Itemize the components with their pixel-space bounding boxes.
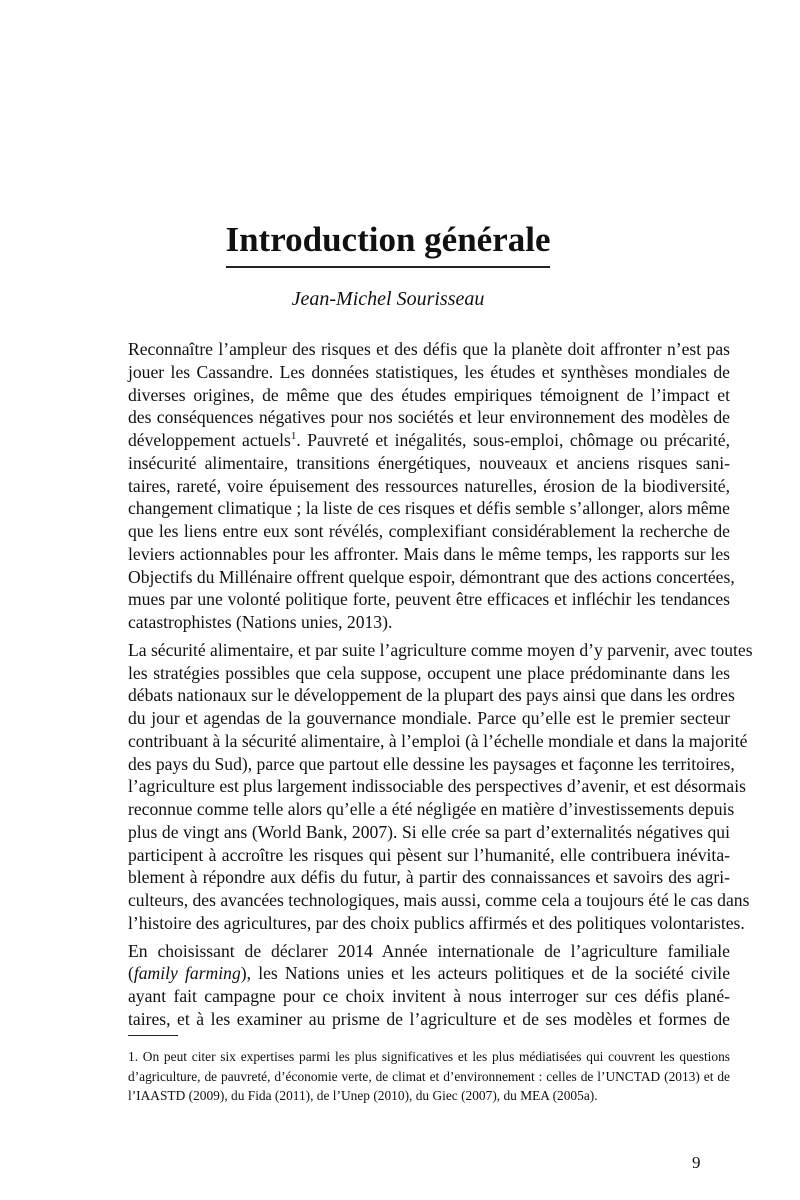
paragraph-3 <box>128 940 730 1031</box>
text-line: taires, rareté, voire épuisement des ressources naturelles, érosion de la biodiversité, <box>128 475 730 496</box>
text-line: catastrophistes (Nations unies, 2013). <box>128 612 393 632</box>
text-segment: ( <box>128 963 134 984</box>
text-line: du jour et agendas de la gouvernance mondiale. Parce qu’elle est le premier secteur <box>128 708 730 728</box>
text-line: que les liens entre eux sont révélés, complexifiant considérablement la recherche de <box>128 521 730 541</box>
text-segment: développement actuels <box>128 430 291 450</box>
text-line: contribuant à la sécurité alimentaire, à l’emploi (à l’échelle mondiale et dans la majorité <box>128 730 748 751</box>
text-line: débats nationaux sur le développement de la plupart des pays ainsi que dans les ordres <box>128 685 735 706</box>
text-line: culteurs, des avancées technologiques, mais aussi, comme cela a toujours été le cas dans <box>128 890 750 910</box>
text-line: Objectifs du Millénaire offrent quelque espoir, démontrant que des actions concertées, <box>128 566 735 587</box>
text-line: diverses origines, de même que des études empiriques témoignent de l’impact et <box>128 384 730 405</box>
text-line: En choisissant de déclarer 2014 Année internationale de l’agriculture familiale <box>128 940 730 961</box>
title-underline <box>226 266 550 268</box>
footnote-reference[interactable]: 1 <box>290 430 297 443</box>
text-line: Reconnaître l’ampleur des risques et des défis que la planète doit affronter n’est pas <box>128 339 730 359</box>
text-line: l’histoire des agricultures, par des choix publics affirmés et des politiques volontaristes. <box>128 912 745 933</box>
text-line: ayant fait campagne pour ce choix invitent à nous interroger sur ces défis plané- <box>128 986 730 1006</box>
text-line: reconnue comme telle alors qu’elle a été négligée en matière d’investissements depuis <box>128 799 735 819</box>
page-title: Introduction générale <box>225 220 551 259</box>
text-line: leviers actionnables pour les affronter. Mais dans le même temps, les rapports sur les <box>128 543 730 564</box>
footnote-line: d’agriculture, de pauvreté, d’économie verte, de climat et d’environnement : celles de l’UNCTAD (2013) et de <box>128 1068 730 1084</box>
author-name: Jean-Michel Sourisseau <box>291 288 485 310</box>
text-line: La sécurité alimentaire, et par suite l’agriculture comme moyen d’y parvenir, avec toutes <box>128 639 753 660</box>
text-segment: ), les Nations unies et les acteurs politiques et de la société civile <box>240 963 730 984</box>
text-line: l’agriculture est plus largement indissociable des perspectives d’avenir, et est désormais <box>128 776 746 797</box>
text-line: taires, et à les examiner au prisme de l’agriculture et de ses modèles et formes de <box>128 1008 730 1029</box>
text-line: changement climatique ; la liste de ces risques et défis semble s’allonger, alors même <box>128 498 730 519</box>
text-line: plus de vingt ans (World Bank, 2007). Si elle crée sa part d’externalités négatives qui <box>128 821 730 842</box>
text-line: mues par une volonté politique forte, peuvent être efficaces et infléchir les tendances <box>128 589 730 610</box>
page-number: 9 <box>692 1153 701 1172</box>
paragraph-1 <box>128 338 735 634</box>
text-line: blement à répondre aux défis du futur, à partir des connaissances et savoirs des agri- <box>128 867 730 888</box>
text-line <box>128 962 730 985</box>
text-line: participent à accroître les risques qui pèsent sur l’humanité, elle contribuera inévita- <box>128 844 730 865</box>
footnote-line: 1. On peut citer six expertises parmi les plus significatives et les plus médiatisées qui couvrent les questions <box>128 1049 730 1064</box>
footnote <box>128 1047 730 1106</box>
footnote-line: l’IAASTD (2009), du Fida (2011), de l’Unep (2010), du Giec (2007), du MEA (2005a). <box>128 1088 598 1103</box>
text-segment: . Pauvreté et inégalités, sous-emploi, chômage ou précarité, <box>296 430 730 450</box>
text-line: des pays du Sud), parce que partout elle dessine les paysages et façonne les territoires, <box>128 753 735 774</box>
text-line: des conséquences négatives pour nos sociétés et leur environnement des modèles de <box>128 407 730 428</box>
text-line: jouer les Cassandre. Les données statistiques, les études et synthèses mondiales de <box>128 361 730 382</box>
text-line <box>128 429 730 452</box>
text-line: insécurité alimentaire, transitions énergétiques, nouveaux et anciens risques sani- <box>128 452 730 473</box>
body-text <box>128 338 753 1036</box>
paragraph-2 <box>128 639 753 935</box>
footnote-separator <box>128 1035 178 1036</box>
italic-term: family farming <box>133 963 241 984</box>
text-line: les stratégies possibles que cela suppose, occupent une place prédominante dans les <box>128 662 730 683</box>
